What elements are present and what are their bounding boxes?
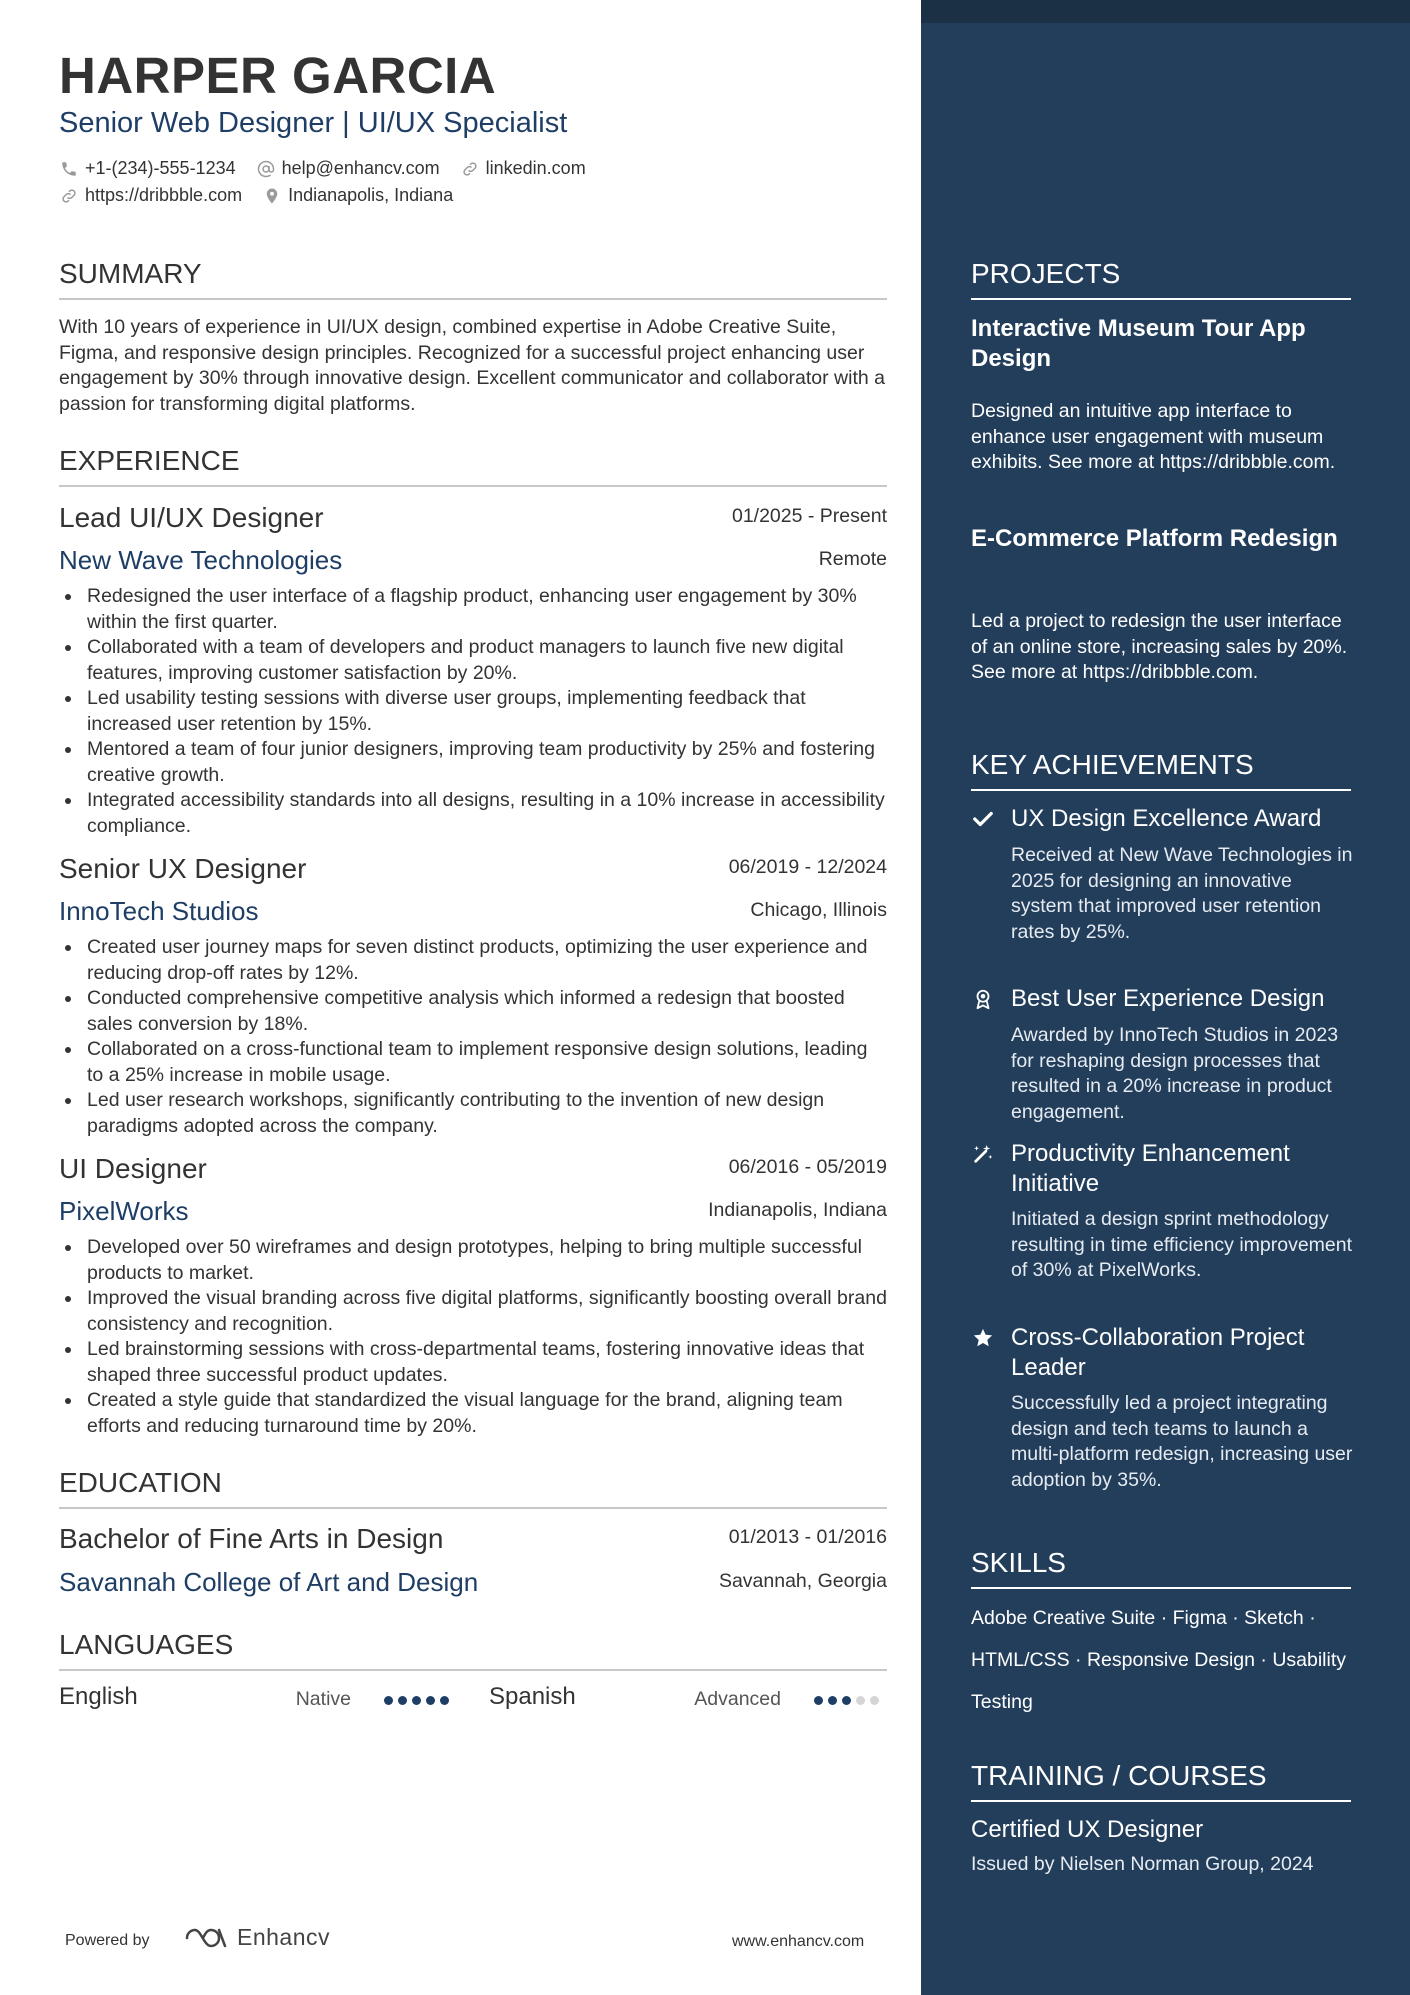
footer-url[interactable]: www.enhancv.com (732, 1933, 865, 1950)
languages-section-title: LANGUAGES (59, 1629, 887, 1671)
phone-icon (59, 159, 79, 179)
language-level: Native (295, 1688, 351, 1710)
checkmark-icon (971, 807, 995, 831)
job-bullet: Developed over 50 wireframes and design prototypes, helping to bring multiple successful products to market. (59, 1235, 887, 1286)
course-title: Certified UX Designer (971, 1816, 1204, 1843)
link-icon (59, 186, 79, 206)
job-bullets (59, 935, 887, 1139)
rating-dot-filled (426, 1696, 435, 1705)
language-rating (814, 1696, 884, 1705)
job-bullet: Redesigned the user interface of a flagship product, enhancing user engagement by 30% within the first quarter. (59, 584, 887, 635)
skill-item: Sketch (1244, 1607, 1304, 1629)
linkedin-text: linkedin.com (485, 158, 586, 178)
skill-item: Usability Testing (971, 1649, 1346, 1713)
achievement-title: Productivity Enhancement Initiative (1011, 1140, 1290, 1197)
footer-powered-by: Powered by (65, 1932, 150, 1949)
project-title: E-Commerce Platform Redesign (971, 525, 1338, 552)
language-rating (384, 1696, 454, 1705)
contact-row-2 (59, 185, 473, 206)
achievements-section-title: KEY ACHIEVEMENTS (971, 749, 1351, 791)
education-dates: 01/2013 - 01/2016 (728, 1526, 887, 1548)
languages-row (59, 1683, 887, 1719)
skills-section-title: SKILLS (971, 1547, 1351, 1589)
achievement-title: UX Design Excellence Award (1011, 805, 1322, 832)
summary-text: With 10 years of experience in UI/UX design, combined expertise in Adobe Creative Suite, Figma, and responsive design principles. Recognized for a successful project enhancing user engagement by 30% through innovative design. Excellent communicator and collaborator with a passion for transforming digital platforms. (59, 316, 885, 415)
job-company: New Wave Technologies (59, 545, 343, 575)
candidate-name: HARPER GARCIA (59, 47, 497, 104)
rating-dot-filled (398, 1696, 407, 1705)
main-column (59, 0, 887, 1995)
job-dates: 06/2016 - 05/2019 (728, 1156, 887, 1178)
job-bullet: Led usability testing sessions with diverse user groups, implementing feedback that increased user retention by 15%. (59, 686, 887, 737)
education-section-title: EDUCATION (59, 1467, 887, 1509)
job-bullet: Created user journey maps for seven distinct products, optimizing the user experience and reducing drop-off rates by 12%. (59, 935, 887, 986)
rating-dot-empty (856, 1696, 865, 1705)
project-title: Interactive Museum Tour App Design (971, 315, 1306, 372)
rating-dot-filled (384, 1696, 393, 1705)
language-name: English (59, 1683, 138, 1710)
skill-item: HTML/CSS (971, 1649, 1070, 1671)
achievement-description: Successfully led a project integrating design and tech teams to launch a multi-platform redesign, increasing user adoption by 35%. (1011, 1392, 1353, 1491)
job-title: UI Designer (59, 1153, 207, 1184)
job-bullet: Integrated accessibility standards into all designs, resulting in a 10% increase in accessibility compliance. (59, 788, 887, 839)
sidebar-top-bar (921, 0, 1410, 23)
achievement-description: Initiated a design sprint methodology resulting in time efficiency improvement of 30% at PixelWorks. (1011, 1208, 1353, 1281)
project-description: Designed an intuitive app interface to enhance user engagement with museum exhibits. See more at https://dribbble.com. (971, 400, 1336, 473)
contact-phone[interactable] (59, 158, 236, 179)
location-pin-icon (262, 186, 282, 206)
summary-section-title: SUMMARY (59, 258, 887, 300)
job-bullet: Created a style guide that standardized the visual language for the brand, aligning team efforts and reducing turnaround time by 20%. (59, 1388, 887, 1439)
job-bullets (59, 1235, 887, 1439)
rating-dot-filled (440, 1696, 449, 1705)
website-text: https://dribbble.com (85, 185, 243, 205)
skills-list: Adobe Creative Suite · Figma · Sketch · HTML/CSS · Responsive Design · Usability Testing (971, 1607, 1346, 1713)
job-dates: 01/2025 - Present (731, 505, 887, 527)
experience-section-title: EXPERIENCE (59, 445, 887, 487)
at-sign-icon (256, 159, 276, 179)
school-name: Savannah College of Art and Design (59, 1567, 479, 1597)
contact-email[interactable] (256, 158, 440, 179)
contact-linkedin[interactable] (460, 158, 586, 179)
job-company: PixelWorks (59, 1196, 189, 1226)
job-title: Lead UI/UX Designer (59, 502, 324, 533)
job-bullet: Collaborated with a team of developers and product managers to launch five new digital features, improving customer satisfaction by 20%. (59, 635, 887, 686)
contact-location (262, 185, 453, 206)
achievement-description: Received at New Wave Technologies in 2025 for designing an innovative system that improved user retention rates by 25%. (1011, 844, 1353, 943)
star-icon (971, 1326, 995, 1350)
skill-item: Responsive Design (1086, 1649, 1255, 1671)
job-location: Chicago, Illinois (750, 899, 887, 921)
candidate-subtitle: Senior Web Designer | UI/UX Specialist (59, 107, 568, 139)
job-bullet: Led brainstorming sessions with cross-departmental teams, fostering innovative ideas that shaped three successful product updates. (59, 1337, 887, 1388)
job-company: InnoTech Studios (59, 896, 259, 926)
email-text: help@enhancv.com (281, 158, 440, 178)
skill-item: Figma (1172, 1607, 1227, 1629)
phone-text: +1-(234)-555-1234 (85, 158, 236, 178)
course-issuer: Issued by Nielsen Norman Group, 2024 (971, 1853, 1314, 1875)
enhancv-logo[interactable] (183, 1924, 330, 1951)
achievement-description: Awarded by InnoTech Studios in 2023 for reshaping design processes that resulted in a 20% increase in product engagement. (1011, 1024, 1339, 1123)
achievement-title: Best User Experience Design (1011, 985, 1325, 1012)
skill-item: Adobe Creative Suite (971, 1607, 1156, 1629)
rating-dot-filled (842, 1696, 851, 1705)
location-text: Indianapolis, Indiana (288, 185, 454, 205)
job-dates: 06/2019 - 12/2024 (728, 856, 887, 878)
enhancv-logo-icon (183, 1926, 229, 1950)
language-name: Spanish (489, 1683, 576, 1710)
job-bullet: Led user research workshops, significantly contributing to the invention of new design paradigms adopted across the company. (59, 1088, 887, 1139)
enhancv-logo-text: Enhancv (237, 1924, 331, 1950)
rating-dot-filled (828, 1696, 837, 1705)
training-section-title: TRAINING / COURSES (971, 1760, 1351, 1802)
contact-row-1 (59, 158, 606, 179)
job-bullet: Conducted comprehensive competitive analysis which informed a redesign that boosted sales conversion by 18%. (59, 986, 887, 1037)
job-location: Remote (818, 548, 887, 570)
job-bullet: Improved the visual branding across five digital platforms, significantly boosting overall brand consistency and recognition. (59, 1286, 887, 1337)
rating-dot-filled (412, 1696, 421, 1705)
rating-dot-filled (814, 1696, 823, 1705)
contact-website[interactable] (59, 185, 242, 206)
project-description: Led a project to redesign the user interface of an online store, increasing sales by 20%. See more at https://dribbble.com. (971, 610, 1348, 683)
award-ribbon-icon (971, 987, 995, 1011)
job-title: Senior UX Designer (59, 853, 307, 884)
rating-dot-empty (870, 1696, 879, 1705)
job-location: Indianapolis, Indiana (708, 1199, 887, 1221)
job-bullet: Collaborated on a cross-functional team to implement responsive design solutions, leading to a 25% increase in mobile usage. (59, 1037, 887, 1088)
job-bullet: Mentored a team of four junior designers, improving team productivity by 25% and fostering creative growth. (59, 737, 887, 788)
degree-title: Bachelor of Fine Arts in Design (59, 1523, 444, 1554)
language-level: Advanced (694, 1688, 781, 1710)
achievement-title: Cross-Collaboration Project Leader (1011, 1324, 1305, 1381)
projects-section-title: PROJECTS (971, 258, 1351, 300)
magic-wand-icon (971, 1142, 995, 1166)
school-location: Savannah, Georgia (718, 1570, 887, 1592)
job-bullets (59, 584, 887, 839)
link-icon (460, 159, 480, 179)
